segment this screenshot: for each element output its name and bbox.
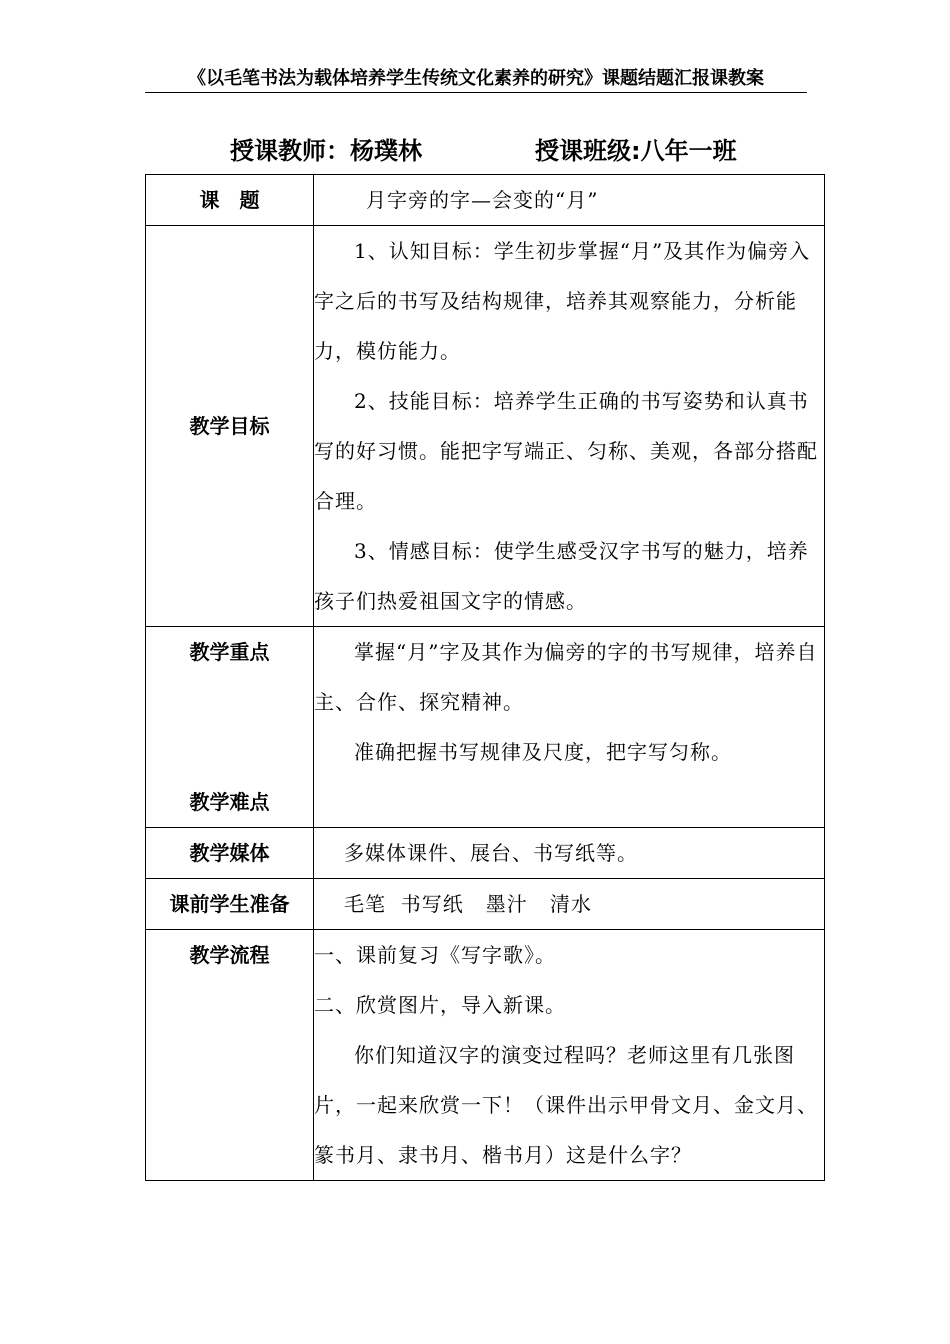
- process-step-1: 一、课前复习《写字歌》。: [314, 943, 556, 967]
- process-label: 教学流程: [189, 943, 270, 967]
- key-points-content-cell: [314, 627, 825, 828]
- difficulties-label: 教学难点: [189, 790, 270, 814]
- table-row-process: [146, 930, 825, 1181]
- process-step-2: 二、欣赏图片，导入新课。: [314, 993, 566, 1017]
- media-label: 教学媒体: [189, 841, 270, 865]
- topic-value: 月字旁的字—会变的“月”: [366, 188, 599, 212]
- table-row-media: [146, 828, 825, 879]
- key-points-label-cell: [146, 627, 314, 828]
- teacher-name: 授课教师：杨璞林: [230, 137, 422, 165]
- difficulties-value: 准确把握书写规律及尺度，把字写匀称。: [354, 740, 732, 764]
- table-row-key-points: [146, 627, 825, 828]
- header-rule: [145, 92, 807, 93]
- process-content-cell: [314, 930, 825, 1181]
- prep-label: 课前学生准备: [169, 892, 290, 916]
- goals-content-cell: [314, 226, 825, 627]
- goals-label-cell: [146, 226, 314, 627]
- lesson-plan-table: [145, 174, 825, 1181]
- goals-label: 教学目标: [189, 414, 270, 438]
- prep-value: 毛笔 书写纸 墨汁 清水: [344, 892, 592, 916]
- document-header-title: 《以毛笔书法为载体培养学生传统文化素养的研究》课题结题汇报课教案: [188, 68, 764, 89]
- media-value: 多媒体课件、展台、书写纸等。: [344, 841, 638, 865]
- process-step-2-text: 你们知道汉字的演变过程吗？老师这里有几张图片，一起来欣赏一下！（课件出示甲骨文月、金文月、篆书月、隶书月、楷书月）这是什么字？: [314, 1043, 818, 1167]
- class-name: 授课班级:八年一班: [535, 137, 737, 165]
- table-row-topic: [146, 175, 825, 226]
- media-label-cell: [146, 828, 314, 879]
- process-label-cell: [146, 930, 314, 1181]
- media-value-cell: [314, 828, 825, 879]
- goal-item-1: 1、认知目标：学生初步掌握“月”及其作为偏旁入字之后的书写及结构规律，培养其观察能力，分析能力，模仿能力。: [314, 239, 811, 363]
- label-spacer: [146, 677, 313, 777]
- table-row-prep: [146, 879, 825, 930]
- topic-value-cell: [314, 175, 825, 226]
- goal-item-3: 3、情感目标：使学生感受汉字书写的魅力，培养孩子们热爱祖国文字的情感。: [314, 539, 809, 613]
- prep-label-cell: [146, 879, 314, 930]
- key-points-label: 教学重点: [189, 640, 270, 664]
- table-row-goals: [146, 226, 825, 627]
- goal-item-2: 2、技能目标：培养学生正确的书写姿势和认真书写的好习惯。能把字写端正、匀称、美观，各部分搭配合理。: [314, 389, 818, 513]
- topic-label: 课 题: [199, 188, 260, 212]
- key-points-value: 掌握“月”字及其作为偏旁的字的书写规律，培养自主、合作、探究精神。: [314, 640, 818, 714]
- topic-label-cell: [146, 175, 314, 226]
- prep-value-cell: [314, 879, 825, 930]
